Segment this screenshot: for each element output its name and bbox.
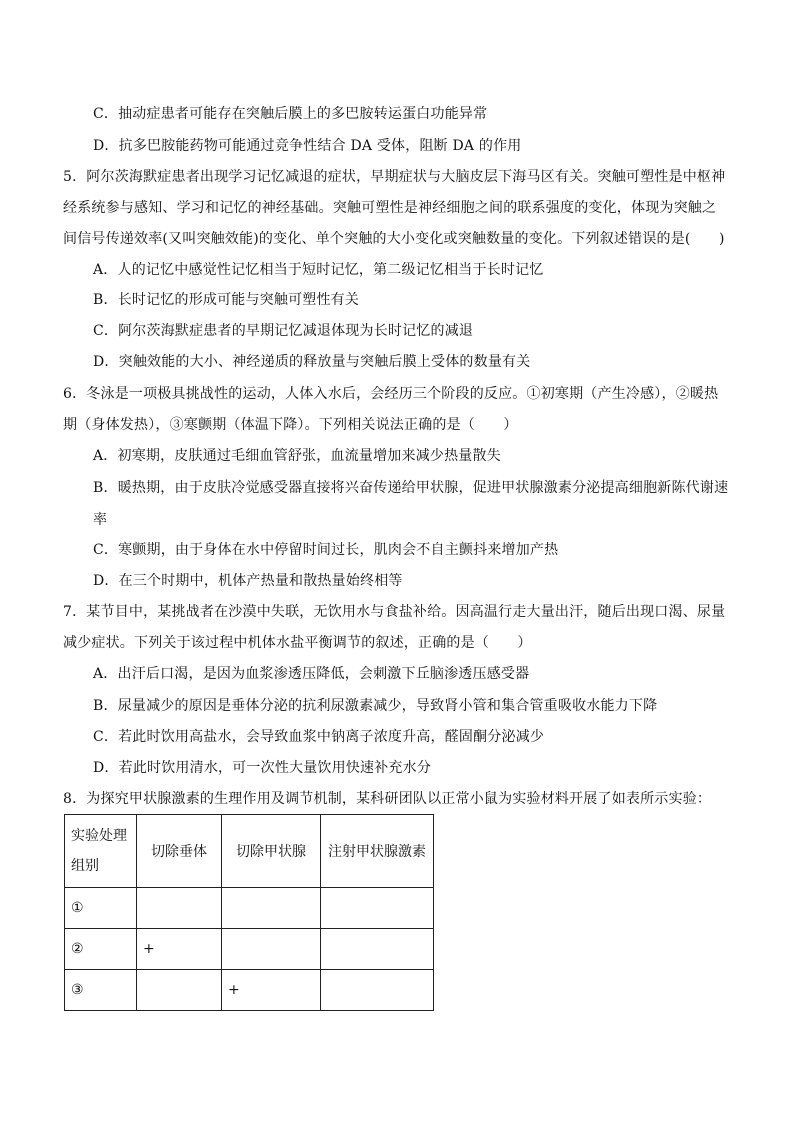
table-group-cell: ①	[65, 888, 137, 929]
q5-option-b: B．长时记忆的形成可能与突触可塑性有关	[93, 292, 360, 308]
table-header-row	[65, 815, 434, 888]
q6-stem-line-2: 期（身体发热），③寒颤期（体温下降）。下列相关说法正确的是（ ）	[63, 417, 518, 433]
q5-option-c: C．阿尔茨海默症患者的早期记忆减退体现为长时记忆的减退	[93, 323, 474, 339]
q6-option-b-line-2: 率	[93, 512, 108, 528]
q7-option-d: D．若此时饮用清水，可一次性大量饮用快速补充水分	[93, 760, 432, 776]
table-group-cell: ③	[65, 970, 137, 1011]
table-header-inject-thyroid-hormone: 注射甲状腺激素	[321, 815, 434, 888]
q4-option-c: C．抽动症患者可能存在突触后膜上的多巴胺转运蛋白功能异常	[93, 106, 488, 122]
q5-option-a: A．人的记忆中感觉性记忆相当于短时记忆，第二级记忆相当于长时记忆	[93, 262, 544, 278]
q5-stem-line-3: 间信号传递效率(又叫突触效能)的变化、单个突触的大小变化或突触数量的变化。下列叙述错误的是( )	[63, 231, 725, 247]
table-cell	[321, 888, 434, 929]
q5-stem-line-2: 经系统参与感知、学习和记忆的神经基础。突触可塑性是神经细胞之间的联系强度的变化，体现为突触之	[63, 200, 717, 216]
table-cell	[222, 888, 321, 929]
q6-option-d: D．在三个时期中，机体产热量和散热量始终相等	[93, 573, 403, 589]
table-row	[65, 929, 434, 970]
q6-stem-line-1: 6．冬泳是一项极具挑战性的运动，人体入水后，会经历三个阶段的反应。①初寒期（产生冷感），②暖热	[63, 386, 719, 402]
q5-option-d: D．突触效能的大小、神经递质的释放量与突触后膜上受体的数量有关	[93, 354, 531, 370]
q7-option-c: C．若此时饮用高盐水，会导致血浆中钠离子浓度升高，醛固酮分泌减少	[93, 729, 545, 745]
table-header-remove-thyroid: 切除甲状腺	[222, 815, 321, 888]
q4-option-d: D．抗多巴胺能药物可能通过竞争性结合 DA 受体，阻断 DA 的作用	[93, 138, 522, 154]
q7-option-b: B．尿量减少的原因是垂体分泌的抗利尿激素减少，导致肾小管和集合管重吸收水能力下降	[93, 698, 658, 714]
q5-stem-line-1: 5．阿尔茨海默症患者出现学习记忆减退的症状，早期症状与大脑皮层下海马区有关。突触可塑性是中枢神	[63, 169, 726, 185]
q6-option-b-line-1: B．暖热期，由于皮肤冷觉感受器直接将兴奋传递给甲状腺，促进甲状腺激素分泌提高细胞新陈代谢速	[93, 480, 729, 496]
table-row	[65, 888, 434, 929]
table-row	[65, 970, 434, 1011]
q7-stem-line-1: 7．某节目中，某挑战者在沙漠中失联，无饮用水与食盐补给。因高温行走大量出汗，随后出现口渴、尿量	[63, 604, 726, 620]
q6-option-c: C．寒颤期，由于身体在水中停留时间过长，肌肉会不自主颤抖来增加产热	[93, 542, 559, 558]
table-cell	[137, 970, 222, 1011]
table-corner-top-label: 实验处理	[71, 828, 127, 844]
table-cell: +	[137, 929, 222, 970]
experiment-table	[64, 814, 434, 1011]
q7-option-a: A．出汗后口渴，是因为血浆渗透压降低，会刺激下丘脑渗透压感受器	[93, 666, 530, 682]
q7-stem-line-2: 减少症状。下列关于该过程中机体水盐平衡调节的叙述，正确的是（ ）	[63, 635, 532, 651]
table-corner-bottom-label: 组别	[71, 858, 99, 874]
table-cell	[137, 888, 222, 929]
q8-stem-line-1: 8．为探究甲状腺激素的生理作用及调节机制，某科研团队以正常小鼠为实验材料开展了如表所示实验：	[63, 791, 712, 807]
table-cell: +	[222, 970, 321, 1011]
q6-option-a: A．初寒期，皮肤通过毛细血管舒张，血流量增加来减少热量散失	[93, 448, 501, 464]
table-cell	[321, 929, 434, 970]
table-header-remove-pituitary: 切除垂体	[137, 815, 222, 888]
table-cell	[321, 970, 434, 1011]
table-corner-cell	[65, 815, 137, 888]
table-group-cell: ②	[65, 929, 137, 970]
table-cell	[222, 929, 321, 970]
